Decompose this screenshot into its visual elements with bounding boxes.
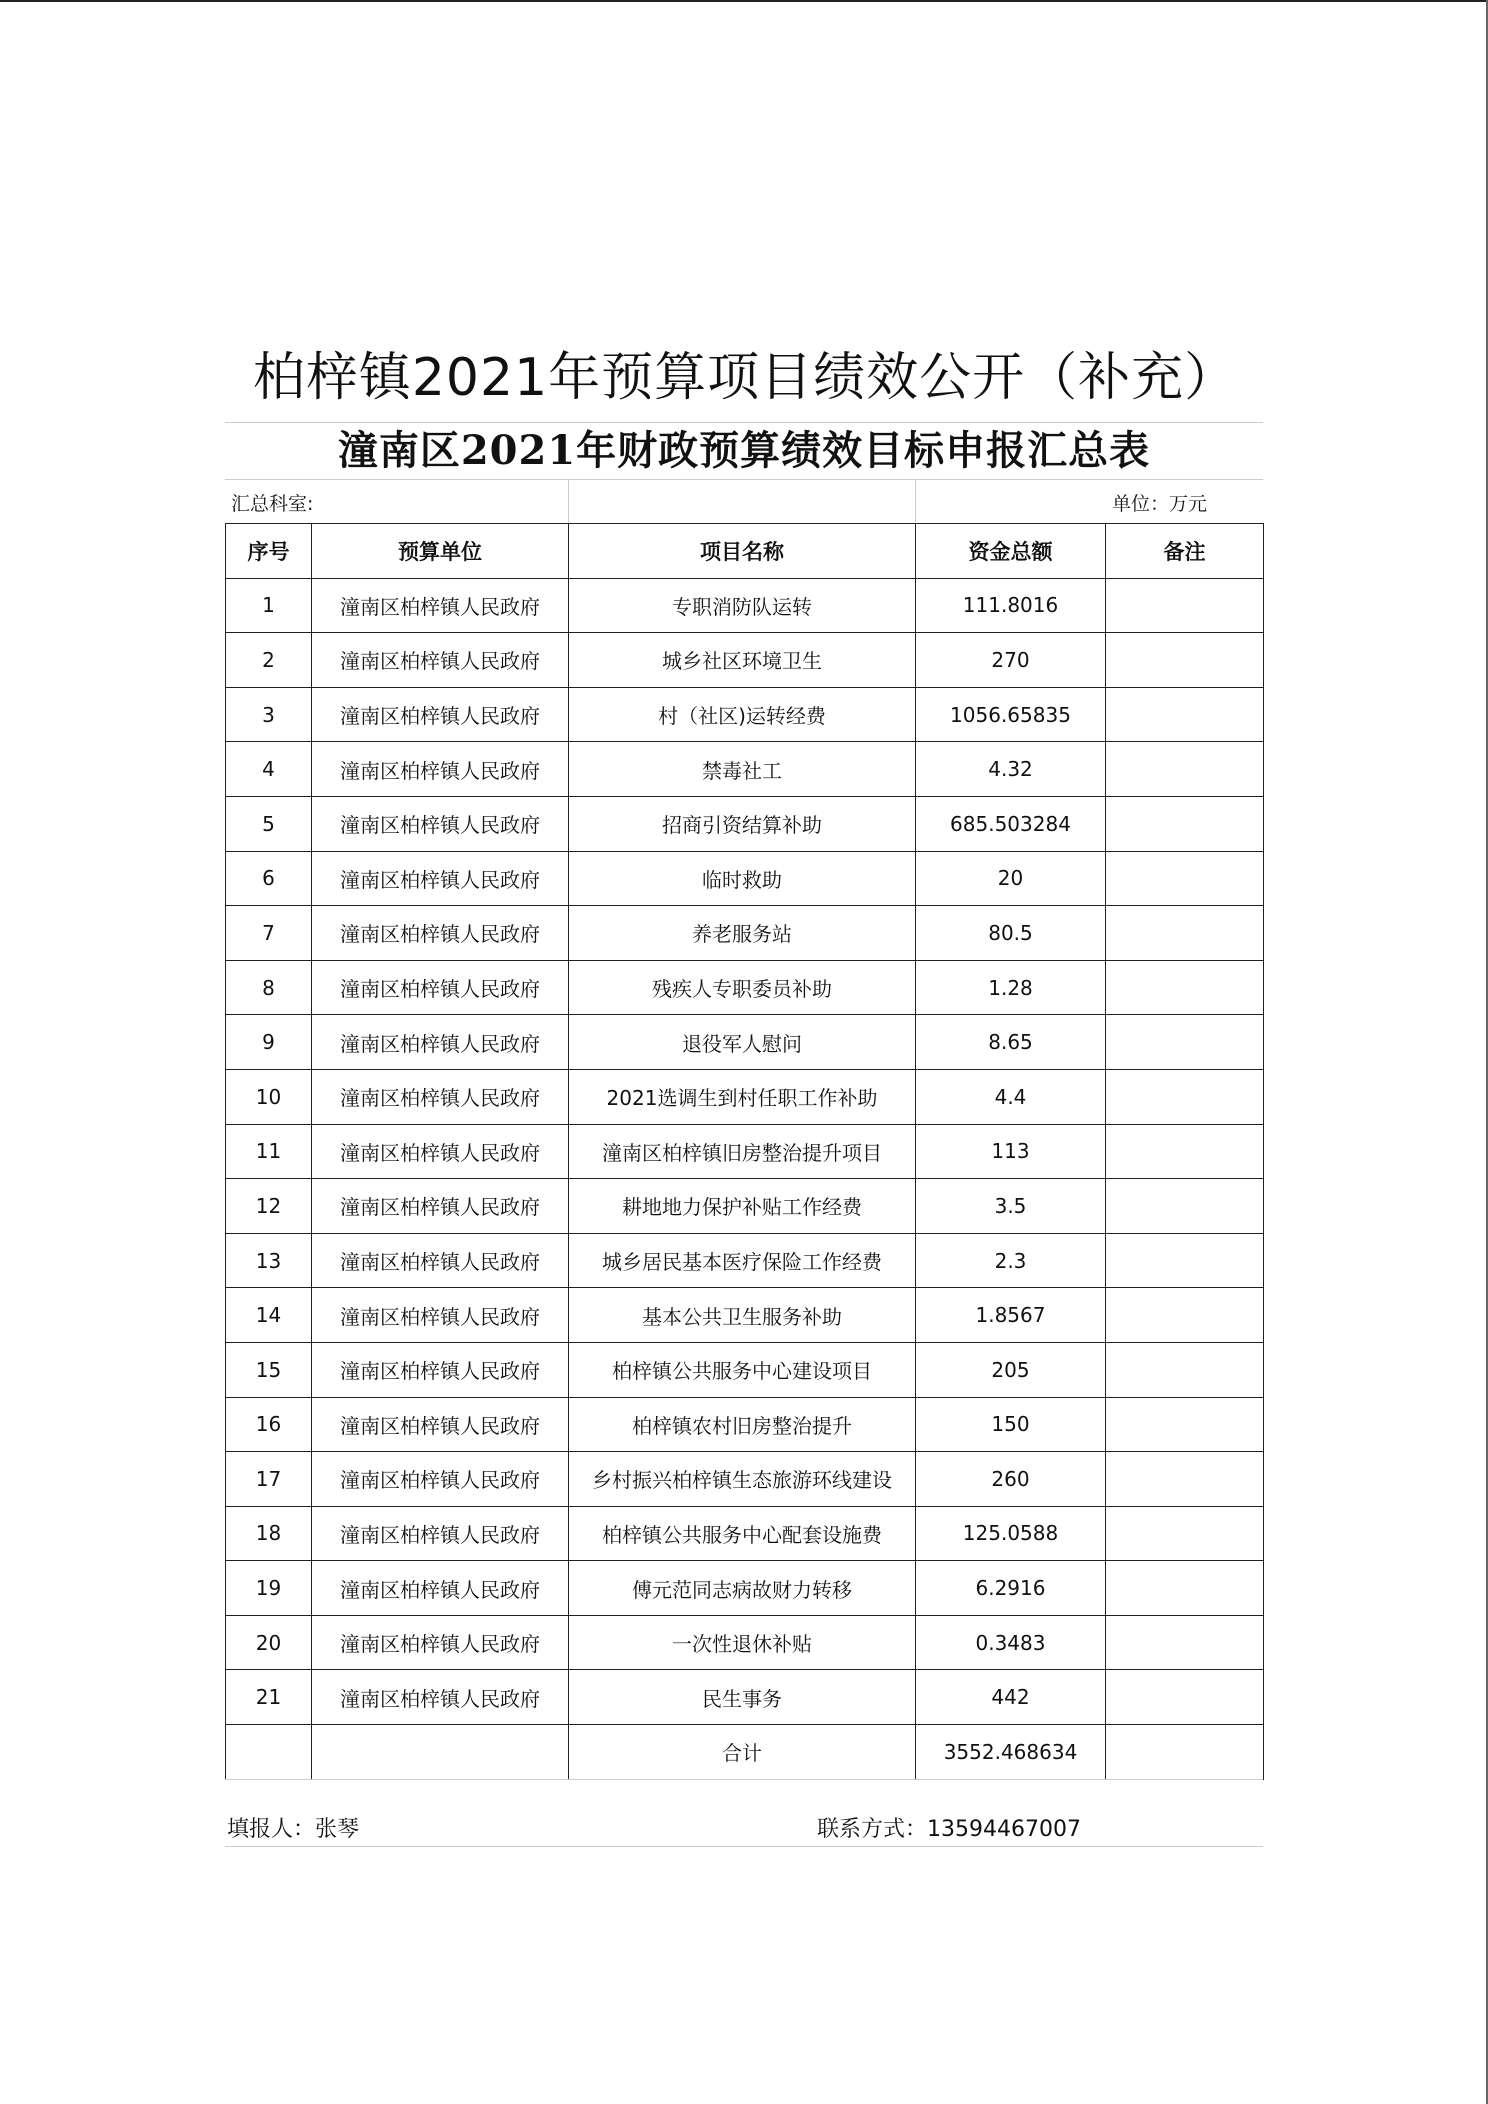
cell-unit: 潼南区柏梓镇人民政府 <box>312 1615 569 1670</box>
cell-note <box>1106 633 1264 688</box>
reporter-label: 填报人：张琴 <box>227 1817 360 1842</box>
cell-project: 基本公共卫生服务补助 <box>569 1288 916 1343</box>
cell-amount: 20 <box>916 851 1106 906</box>
cell-project: 柏梓镇公共服务中心建设项目 <box>569 1342 916 1397</box>
cell-unit: 潼南区柏梓镇人民政府 <box>312 1179 569 1234</box>
cell-unit: 潼南区柏梓镇人民政府 <box>312 1015 569 1070</box>
cell-note <box>1106 1015 1264 1070</box>
header-cell: 序号 <box>226 524 312 579</box>
cell-unit: 潼南区柏梓镇人民政府 <box>312 1069 569 1124</box>
table-heading: 潼南区2021年财政预算绩效目标申报汇总表 <box>225 422 1263 480</box>
cell-project: 耕地地力保护补贴工作经费 <box>569 1179 916 1234</box>
table-row <box>226 1233 1264 1288</box>
total-cell-note <box>1106 1725 1264 1780</box>
cell-amount: 0.3483 <box>916 1615 1106 1670</box>
cell-project: 禁毒社工 <box>569 742 916 797</box>
cell-note <box>1106 960 1264 1015</box>
cell-amount: 442 <box>916 1670 1106 1725</box>
cell-note <box>1106 1069 1264 1124</box>
budget-sheet <box>225 422 1263 1846</box>
cell-note <box>1106 1670 1264 1725</box>
table-row <box>226 1124 1264 1179</box>
footer-row <box>225 1779 1263 1847</box>
meta-row <box>225 479 1263 523</box>
cell-note <box>1106 1233 1264 1288</box>
cell-amount: 3.5 <box>916 1179 1106 1234</box>
cell-amount: 1.8567 <box>916 1288 1106 1343</box>
cell-unit: 潼南区柏梓镇人民政府 <box>312 851 569 906</box>
cell-amount: 685.503284 <box>916 796 1106 851</box>
cell-no: 12 <box>226 1179 312 1234</box>
cell-project: 傅元范同志病故财力转移 <box>569 1561 916 1616</box>
cell-unit: 潼南区柏梓镇人民政府 <box>312 578 569 633</box>
cell-unit: 潼南区柏梓镇人民政府 <box>312 687 569 742</box>
table-row <box>226 1015 1264 1070</box>
cell-amount: 1.28 <box>916 960 1106 1015</box>
table-row <box>226 796 1264 851</box>
cell-no: 18 <box>226 1506 312 1561</box>
cell-no: 2 <box>226 633 312 688</box>
cell-note <box>1106 1615 1264 1670</box>
cell-unit: 潼南区柏梓镇人民政府 <box>312 633 569 688</box>
table-row <box>226 1670 1264 1725</box>
cell-project: 民生事务 <box>569 1670 916 1725</box>
total-cell-label: 合计 <box>569 1725 916 1780</box>
cell-project: 养老服务站 <box>569 906 916 961</box>
cell-note <box>1106 1561 1264 1616</box>
header-cell: 项目名称 <box>569 524 916 579</box>
cell-project: 城乡社区环境卫生 <box>569 633 916 688</box>
cell-project: 招商引资结算补助 <box>569 796 916 851</box>
table-row <box>226 1397 1264 1452</box>
cell-note <box>1106 1506 1264 1561</box>
table-row <box>226 906 1264 961</box>
meta-divider <box>568 479 569 523</box>
cell-project: 潼南区柏梓镇旧房整治提升项目 <box>569 1124 916 1179</box>
cell-no: 19 <box>226 1561 312 1616</box>
cell-unit: 潼南区柏梓镇人民政府 <box>312 960 569 1015</box>
cell-project: 柏梓镇公共服务中心配套设施费 <box>569 1506 916 1561</box>
cell-no: 21 <box>226 1670 312 1725</box>
cell-no: 10 <box>226 1069 312 1124</box>
cell-no: 20 <box>226 1615 312 1670</box>
cell-project: 残疾人专职委员补助 <box>569 960 916 1015</box>
cell-amount: 125.0588 <box>916 1506 1106 1561</box>
cell-no: 5 <box>226 796 312 851</box>
table-row <box>226 1506 1264 1561</box>
header-cell: 资金总额 <box>916 524 1106 579</box>
meta-divider <box>915 479 916 523</box>
table-row <box>226 851 1264 906</box>
cell-no: 15 <box>226 1342 312 1397</box>
cell-unit: 潼南区柏梓镇人民政府 <box>312 1288 569 1343</box>
cell-unit: 潼南区柏梓镇人民政府 <box>312 906 569 961</box>
cell-amount: 270 <box>916 633 1106 688</box>
cell-no: 16 <box>226 1397 312 1452</box>
cell-unit: 潼南区柏梓镇人民政府 <box>312 1342 569 1397</box>
cell-project: 城乡居民基本医疗保险工作经费 <box>569 1233 916 1288</box>
unit-label: 单位：万元 <box>1111 493 1207 515</box>
summary-dept-label: 汇总科室: <box>231 493 314 515</box>
table-row <box>226 1615 1264 1670</box>
cell-no: 7 <box>226 906 312 961</box>
cell-project: 村（社区)运转经费 <box>569 687 916 742</box>
table-row <box>226 1069 1264 1124</box>
cell-note <box>1106 796 1264 851</box>
table-row <box>226 687 1264 742</box>
table-row <box>226 1342 1264 1397</box>
cell-project: 乡村振兴柏梓镇生态旅游环线建设 <box>569 1452 916 1507</box>
cell-no: 3 <box>226 687 312 742</box>
cell-no: 1 <box>226 578 312 633</box>
cell-no: 17 <box>226 1452 312 1507</box>
table-row <box>226 1179 1264 1234</box>
cell-no: 9 <box>226 1015 312 1070</box>
cell-amount: 6.2916 <box>916 1561 1106 1616</box>
cell-unit: 潼南区柏梓镇人民政府 <box>312 742 569 797</box>
cell-note <box>1106 1179 1264 1234</box>
table-row <box>226 578 1264 633</box>
total-cell-unit <box>312 1725 569 1780</box>
cell-note <box>1106 578 1264 633</box>
cell-amount: 205 <box>916 1342 1106 1397</box>
cell-amount: 8.65 <box>916 1015 1106 1070</box>
cell-amount: 80.5 <box>916 906 1106 961</box>
cell-unit: 潼南区柏梓镇人民政府 <box>312 1397 569 1452</box>
budget-table <box>225 523 1264 1780</box>
cell-amount: 111.8016 <box>916 578 1106 633</box>
cell-amount: 1056.65835 <box>916 687 1106 742</box>
table-row <box>226 1452 1264 1507</box>
cell-amount: 2.3 <box>916 1233 1106 1288</box>
cell-unit: 潼南区柏梓镇人民政府 <box>312 1670 569 1725</box>
table-body <box>226 578 1264 1779</box>
cell-amount: 4.4 <box>916 1069 1106 1124</box>
cell-no: 11 <box>226 1124 312 1179</box>
page-top-border <box>0 0 1488 2</box>
header-cell: 备注 <box>1106 524 1264 579</box>
cell-amount: 150 <box>916 1397 1106 1452</box>
header-cell: 预算单位 <box>312 524 569 579</box>
table-header-row <box>226 524 1264 579</box>
cell-unit: 潼南区柏梓镇人民政府 <box>312 796 569 851</box>
cell-project: 专职消防队运转 <box>569 578 916 633</box>
cell-amount: 260 <box>916 1452 1106 1507</box>
cell-unit: 潼南区柏梓镇人民政府 <box>312 1452 569 1507</box>
cell-unit: 潼南区柏梓镇人民政府 <box>312 1124 569 1179</box>
cell-unit: 潼南区柏梓镇人民政府 <box>312 1506 569 1561</box>
cell-no: 14 <box>226 1288 312 1343</box>
table-row <box>226 1288 1264 1343</box>
table-row <box>226 960 1264 1015</box>
table-row <box>226 1561 1264 1616</box>
cell-note <box>1106 1397 1264 1452</box>
contact-label: 联系方式：13594467007 <box>817 1817 1081 1842</box>
document-title: 柏梓镇2021年预算项目绩效公开（补充） <box>252 348 1238 408</box>
cell-note <box>1106 1342 1264 1397</box>
cell-unit: 潼南区柏梓镇人民政府 <box>312 1561 569 1616</box>
cell-no: 6 <box>226 851 312 906</box>
cell-project: 一次性退休补贴 <box>569 1615 916 1670</box>
cell-project: 临时救助 <box>569 851 916 906</box>
cell-project: 2021选调生到村任职工作补助 <box>569 1069 916 1124</box>
cell-note <box>1106 906 1264 961</box>
cell-note <box>1106 1124 1264 1179</box>
total-cell-no <box>226 1725 312 1780</box>
cell-note <box>1106 1452 1264 1507</box>
cell-amount: 113 <box>916 1124 1106 1179</box>
total-cell-amount: 3552.468634 <box>916 1725 1106 1780</box>
cell-project: 柏梓镇农村旧房整治提升 <box>569 1397 916 1452</box>
cell-note <box>1106 851 1264 906</box>
cell-project: 退役军人慰问 <box>569 1015 916 1070</box>
cell-note <box>1106 1288 1264 1343</box>
cell-no: 4 <box>226 742 312 797</box>
cell-no: 13 <box>226 1233 312 1288</box>
cell-unit: 潼南区柏梓镇人民政府 <box>312 1233 569 1288</box>
table-row <box>226 742 1264 797</box>
table-row <box>226 633 1264 688</box>
cell-note <box>1106 742 1264 797</box>
cell-note <box>1106 687 1264 742</box>
total-row <box>226 1725 1264 1780</box>
cell-amount: 4.32 <box>916 742 1106 797</box>
cell-no: 8 <box>226 960 312 1015</box>
